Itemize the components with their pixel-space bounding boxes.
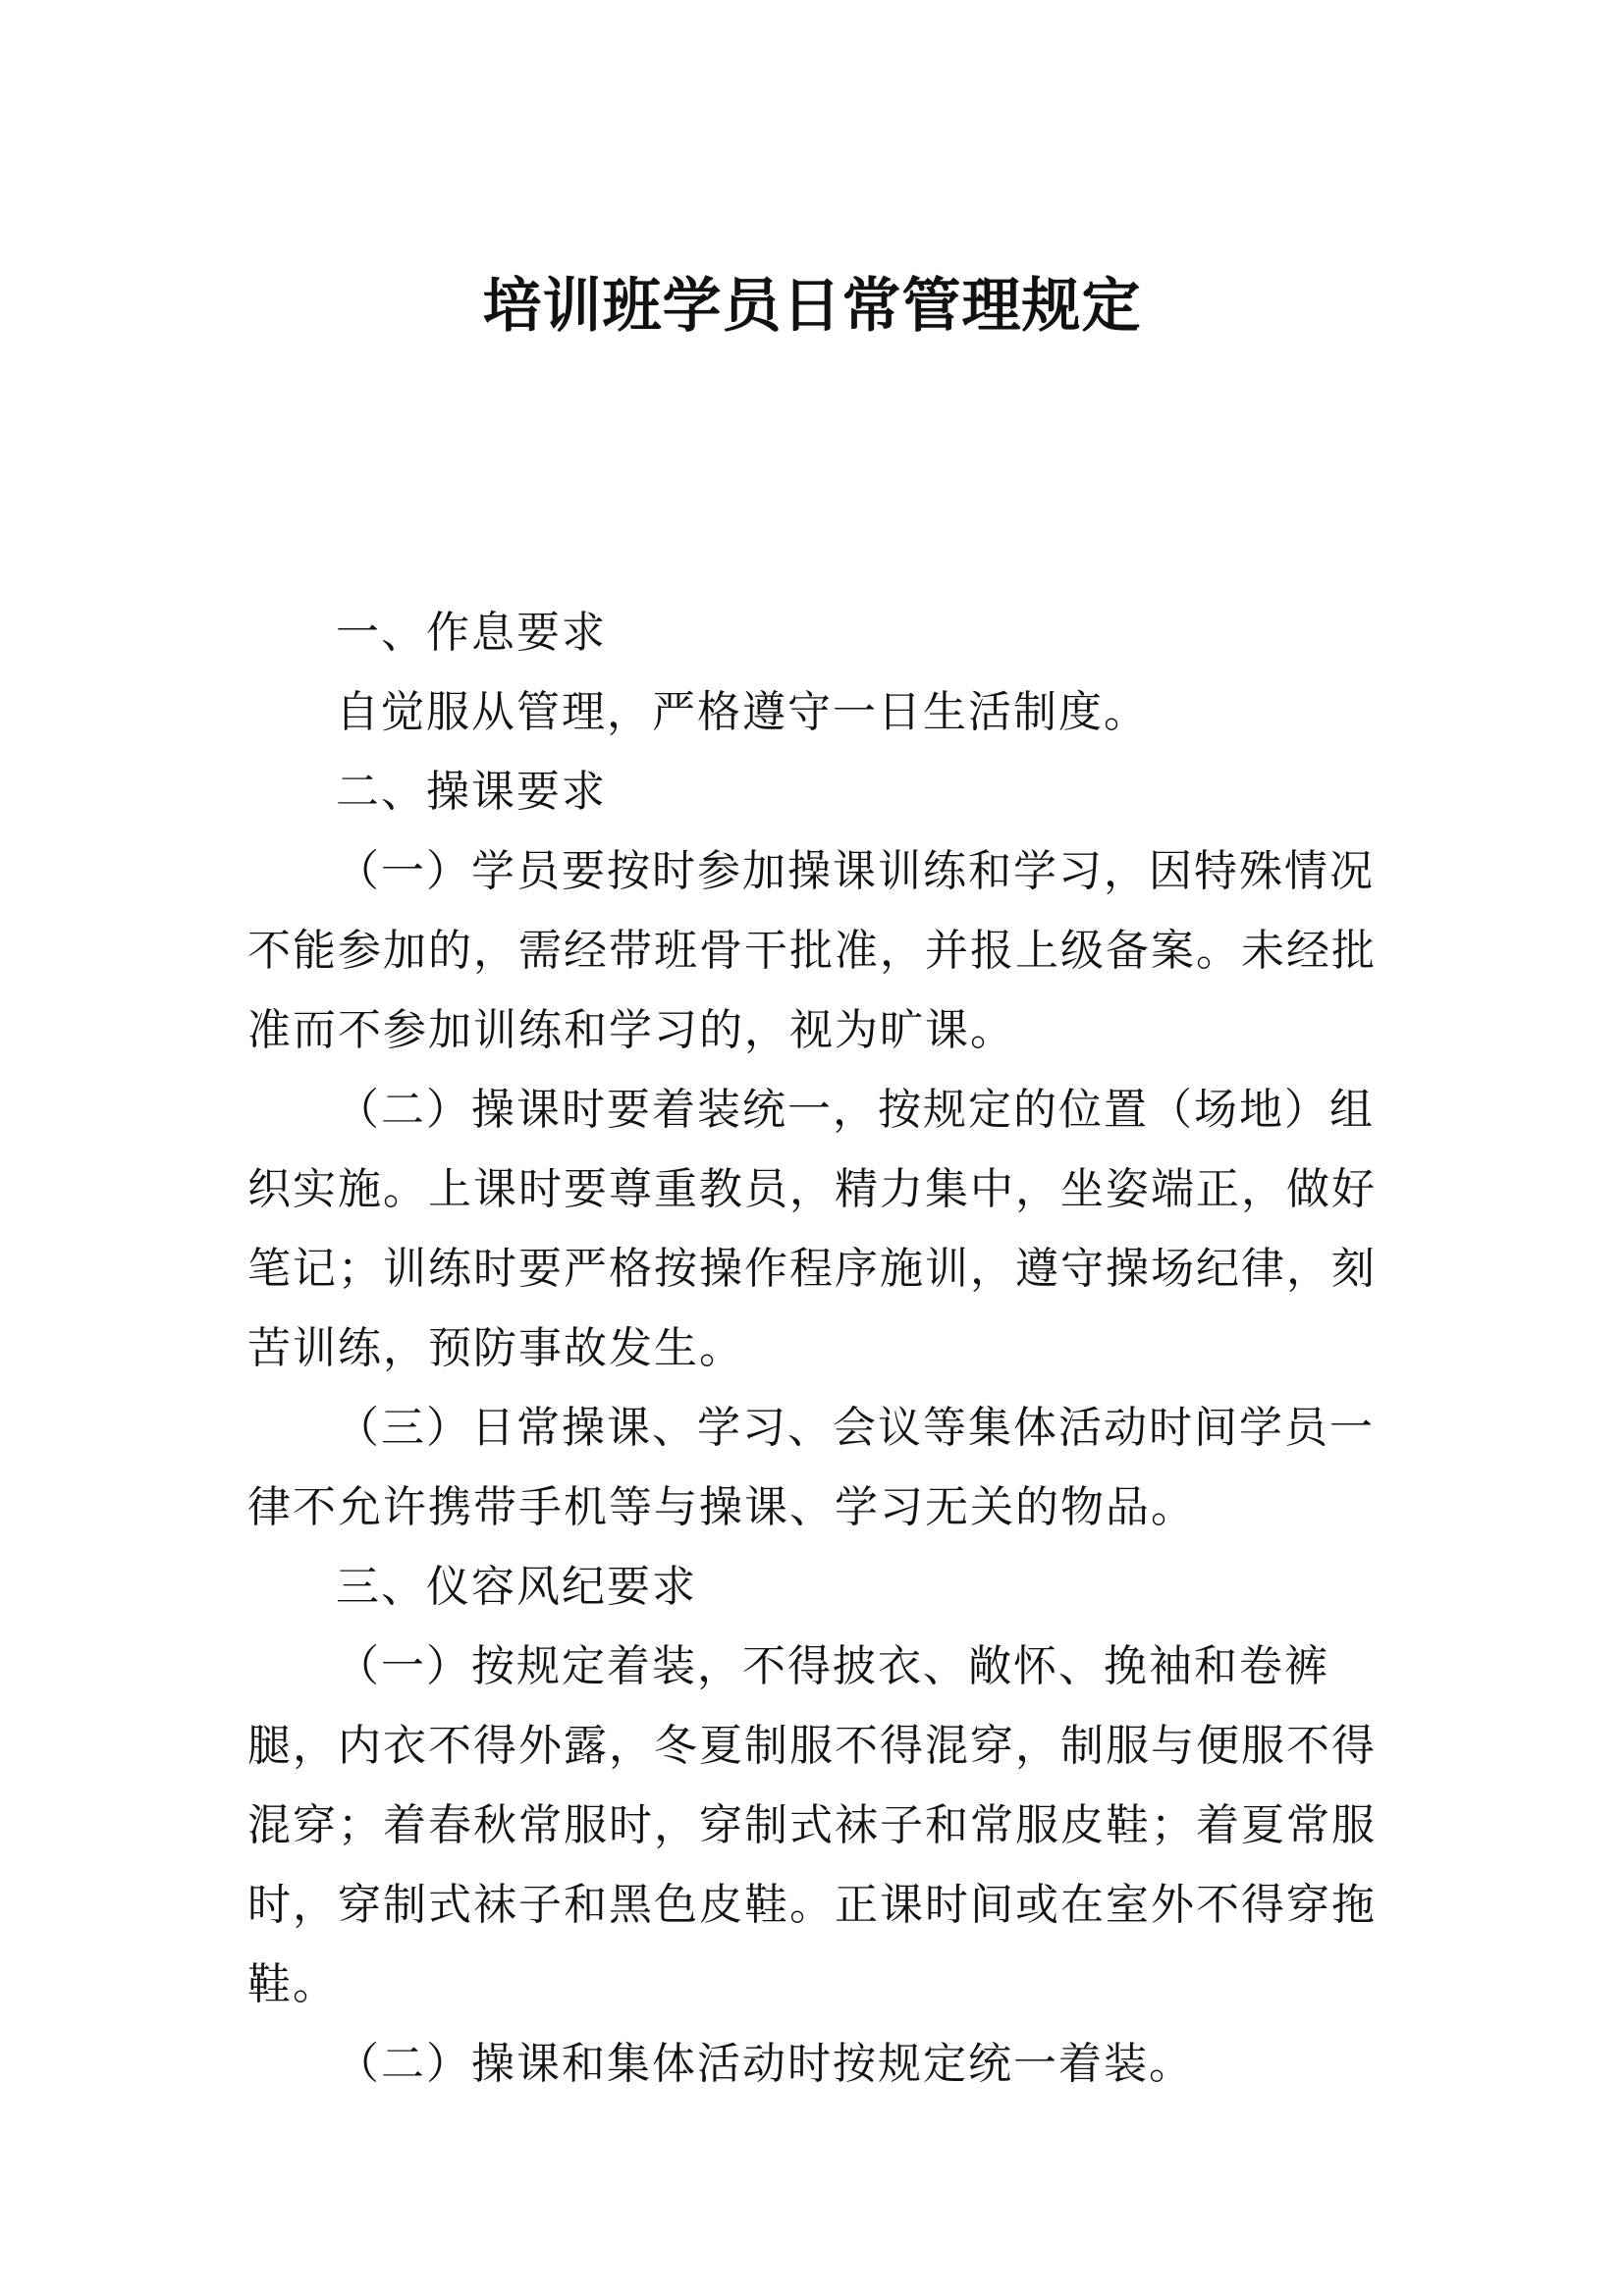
section-heading-class: 二、操课要求 xyxy=(336,767,607,817)
section-heading-schedule: 一、作息要求 xyxy=(336,608,607,658)
paragraph: （三）日常操课、学习、会议等集体活动时间学员一律不允许携带手机等与操课、学习无关的物品。 xyxy=(247,1403,1375,1532)
section-heading-appearance: 三、仪容风纪要求 xyxy=(336,1562,697,1612)
paragraph: （二）操课时要着装统一，按规定的位置（场地）组织实施。上课时要尊重教员，精力集中，坐姿端正，做好笔记；训练时要严格按操作程序施训，遵守操场纪律，刻苦训练，预防事故发生。 xyxy=(247,1085,1377,1373)
paragraph: （一）按规定着装，不得披衣、敞怀、挽袖和卷裤腿，内衣不得外露，冬夏制服不得混穿，制服与便服不得混穿；着春秋常服时，穿制式袜子和常服皮鞋；着夏常服时，穿制式袜子和黑色皮鞋。正课时间或在室外不得穿拖鞋。 xyxy=(247,1641,1377,2009)
paragraph: （二）操课和集体活动时按规定统一着装。 xyxy=(336,2039,1194,2089)
document-body xyxy=(247,593,1390,2104)
paragraph: 自觉服从管理，严格遵守一日生活制度。 xyxy=(336,687,1149,737)
paragraph: （一）学员要按时参加操课训练和学习，因特殊情况不能参加的，需经带班骨干批准，并报上级备案。未经批准而不参加训练和学习的，视为旷课。 xyxy=(247,846,1377,1055)
document-title: 培训班学员日常管理规定 xyxy=(482,272,1142,341)
